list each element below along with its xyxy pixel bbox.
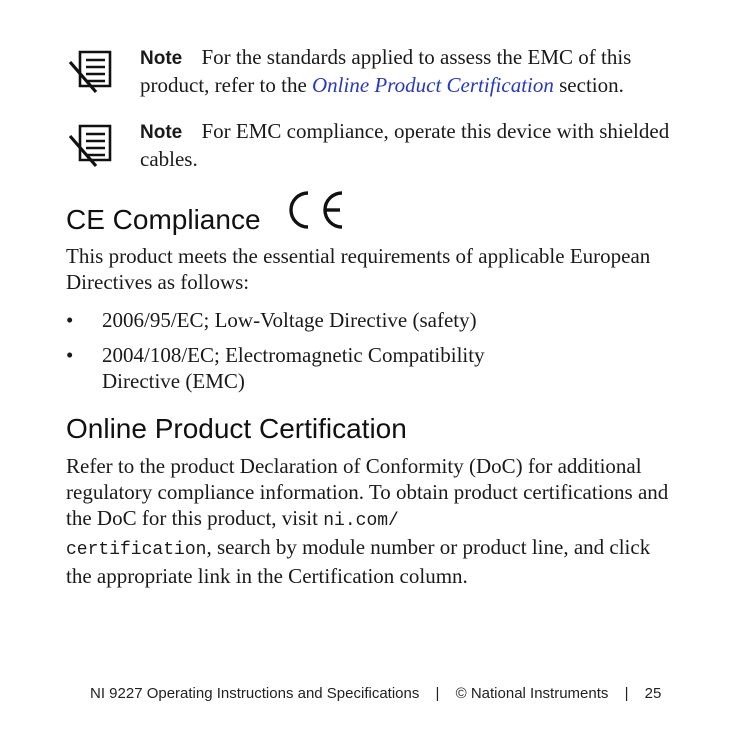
ce-compliance-heading: CE Compliance <box>66 204 261 235</box>
ce-mark-icon <box>282 186 348 234</box>
certification-text: Refer to the product Declaration of Conformity (DoC) for additional regulatory compliance information. To obtain product certifications and the DoC for this product, visit <box>66 454 669 530</box>
note-text <box>140 118 700 172</box>
note-icon <box>66 120 122 170</box>
bullet-icon: • <box>66 308 74 332</box>
note-body-end: section. <box>559 73 624 97</box>
page-footer <box>90 684 690 704</box>
list-item-text: 2004/108/EC; Electromagnetic Compatibility Directive (EMC) <box>102 343 485 393</box>
certification-paragraph <box>66 453 681 589</box>
page-number: 25 <box>644 685 662 702</box>
note-label: Note <box>140 122 183 143</box>
certification-text-end: , search by module number or product line, and click the appropriate link in the Certification column. <box>66 535 651 588</box>
note-body: For the standards applied to assess the EMC of this product, refer to the <box>140 45 632 97</box>
note-label: Note <box>140 48 183 69</box>
ce-intro-paragraph: This product meets the essential requirements of applicable European Directives as follows: <box>66 244 651 294</box>
note-icon <box>66 46 122 96</box>
list-item-text: 2006/95/EC; Low-Voltage Directive (safety) <box>102 308 477 332</box>
note-body: For EMC compliance, operate this device with shielded cables. <box>140 119 670 171</box>
online-certification-link[interactable]: Online Product Certification <box>312 73 554 97</box>
online-certification-heading: Online Product Certification <box>66 413 407 444</box>
footer-separator: | <box>435 685 440 702</box>
footer-separator: | <box>624 685 629 702</box>
url-part-2[interactable]: certification <box>66 540 207 560</box>
url-part-1[interactable]: ni.com/ <box>323 511 399 531</box>
footer-doc-title: NI 9227 Operating Instructions and Specifications <box>90 685 420 702</box>
bullet-icon: • <box>66 343 74 367</box>
note-text <box>140 44 700 98</box>
footer-copyright: © National Instruments <box>455 685 609 702</box>
